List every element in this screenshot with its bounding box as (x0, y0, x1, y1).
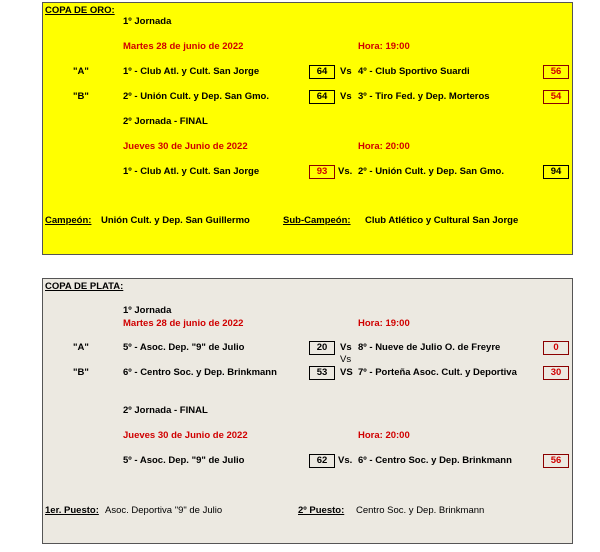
oro-jornada-1-time: Hora: 19:00 (358, 41, 410, 52)
plata-match-b-away-score: 30 (543, 366, 569, 380)
plata-between-vs: Vs (340, 354, 352, 365)
plata-final-vs: Vs. (338, 455, 353, 466)
plata-first-label: 1er. Puesto: (45, 505, 99, 516)
oro-runnerup: Club Atlético y Cultural San Jorge (365, 215, 519, 226)
plata-second-label: 2º Puesto: (298, 505, 345, 516)
oro-jornada-2-time: Hora: 20:00 (358, 141, 410, 152)
oro-final-home: 1º - Club Atl. y Cult. San Jorge (123, 166, 260, 177)
oro-final-vs: Vs. (338, 166, 353, 177)
plata-match-a-away-score: 0 (543, 341, 569, 355)
oro-match-b-home-score: 64 (309, 90, 335, 104)
plata-match-a-home-score: 20 (309, 341, 335, 355)
plata-final-home-score: 62 (309, 454, 335, 468)
oro-match-b-away: 3º - Tiro Fed. y Dep. Morteros (358, 91, 490, 102)
oro-jornada-2-date: Jueves 30 de Junio de 2022 (123, 141, 248, 152)
oro-final-away-score: 94 (543, 165, 569, 179)
plata-jornada-2-date: Jueves 30 de Junio de 2022 (123, 430, 248, 441)
plata-match-b-home: 6º - Centro Soc. y Dep. Brinkmann (123, 367, 277, 378)
oro-match-a-away-score: 56 (543, 65, 569, 79)
oro-match-a-home-score: 64 (309, 65, 335, 79)
copa-de-oro-title: COPA DE ORO: (45, 5, 115, 16)
oro-champion-label: Campeón: (45, 215, 92, 226)
plata-match-a-home: 5º - Asoc. Dep. "9" de Julio (123, 342, 245, 353)
oro-match-b-vs: Vs (340, 91, 352, 102)
plata-group-b-label: "B" (73, 367, 89, 378)
plata-jornada-1-title: 1º Jornada (123, 305, 172, 316)
oro-jornada-1-title: 1º Jornada (123, 16, 172, 27)
plata-match-b-away: 7º - Porteña Asoc. Cult. y Deportiva (358, 367, 517, 378)
plata-match-a-vs: Vs (340, 342, 352, 353)
oro-group-b-label: "B" (73, 91, 89, 102)
oro-match-a-home: 1º - Club Atl. y Cult. San Jorge (123, 66, 260, 77)
plata-match-a-away: 8º - Nueve de Julio O. de Freyre (358, 342, 501, 353)
oro-runnerup-label: Sub-Campeón: (283, 215, 351, 226)
plata-final-away: 6º - Centro Soc. y Dep. Brinkmann (358, 455, 512, 466)
copa-de-plata-panel (42, 278, 573, 544)
plata-jornada-1-time: Hora: 19:00 (358, 318, 410, 329)
oro-jornada-1-date: Martes 28 de junio de 2022 (123, 41, 244, 52)
copa-de-oro-panel (42, 2, 573, 255)
oro-champion: Unión Cult. y Dep. San Guillermo (101, 215, 250, 226)
oro-jornada-2-title: 2º Jornada - FINAL (123, 116, 208, 127)
oro-match-b-home: 2º - Unión Cult. y Dep. San Gmo. (123, 91, 269, 102)
oro-group-a-label: "A" (73, 66, 89, 77)
plata-jornada-2-title: 2º Jornada - FINAL (123, 405, 208, 416)
plata-final-away-score: 56 (543, 454, 569, 468)
oro-final-home-score: 93 (309, 165, 335, 179)
oro-match-b-away-score: 54 (543, 90, 569, 104)
oro-final-away: 2º - Unión Cult. y Dep. San Gmo. (358, 166, 504, 177)
oro-match-a-vs: Vs (340, 66, 352, 77)
copa-de-plata-title: COPA DE PLATA: (45, 281, 124, 292)
plata-group-a-label: "A" (73, 342, 89, 353)
plata-first: Asoc. Deportiva "9" de Julio (105, 505, 223, 516)
plata-match-b-home-score: 53 (309, 366, 335, 380)
plata-second: Centro Soc. y Dep. Brinkmann (356, 505, 485, 516)
oro-match-a-away: 4º - Club Sportivo Suardi (358, 66, 470, 77)
plata-jornada-2-time: Hora: 20:00 (358, 430, 410, 441)
plata-jornada-1-date: Martes 28 de junio de 2022 (123, 318, 244, 329)
plata-match-b-vs: VS (340, 367, 353, 378)
plata-final-home: 5º - Asoc. Dep. "9" de Julio (123, 455, 245, 466)
